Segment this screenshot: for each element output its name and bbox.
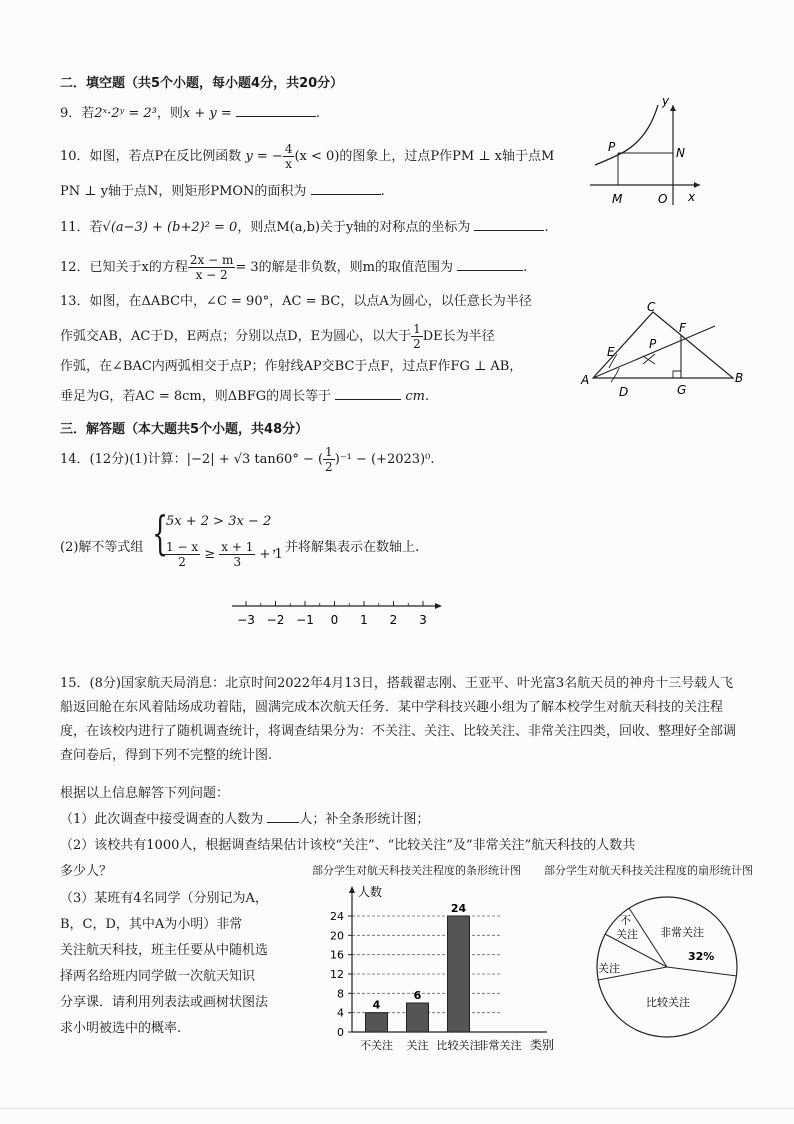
question-13-line-1: 13．如图，在ΔABC中，∠C = 90°，AC = BC，以点A为圆心，以任意长为半径 [60, 294, 532, 309]
number-line-label: 0 [330, 613, 339, 627]
bar-1 [407, 1003, 429, 1032]
bar-category-label: 比较关注 [436, 1039, 481, 1052]
q10-y-arrow [670, 105, 676, 111]
q12-end: . [523, 260, 528, 275]
pie-label-very-concerned: 非常关注 [660, 926, 704, 939]
q14-part1-label: 14．(12分)(1)计算： [60, 452, 187, 467]
q13-label-f: F [679, 321, 686, 335]
q13-line-2b: DE长为半径 [422, 329, 495, 344]
q12-fraction [188, 253, 235, 282]
q15-sub3-line-2: B，C，D，其中A为小明）非常 [60, 917, 243, 932]
q10-answer-blank[interactable] [311, 182, 381, 195]
q15-sub-2a: （2）该校共有1000人，根据调查结果估计该校“关注”、“比较关注”及“非常关注”航天科技的人数共 [60, 838, 636, 853]
number-line-arrow [435, 603, 442, 609]
pie-chart-title: 部分学生对航天科技关注程度的扇形统计图 [544, 864, 753, 877]
q15-sub-2b: 多少人？ [60, 864, 113, 879]
bar-0 [366, 1013, 388, 1032]
pie-label-concerned: 关注 [598, 962, 620, 975]
section-2-title: 二．填空题（共5个小题，每小题4分，共20分） [60, 76, 344, 91]
q13-unit: cm [405, 389, 425, 404]
q12-answer-blank[interactable] [457, 258, 523, 271]
question-11 [60, 218, 549, 238]
q10-func: y = − [245, 149, 283, 164]
bar-y-tick-label: 16 [330, 948, 344, 962]
q14-number-line [228, 598, 448, 630]
q14-ineq2-left [164, 540, 200, 569]
q13-figure [575, 298, 750, 403]
q13-label-a: A [581, 373, 590, 387]
q11-end: . [544, 220, 549, 235]
q13-half-num: 1 [413, 322, 421, 336]
q10-label-x: x [688, 190, 696, 204]
q10-text-a: 10．如图，若点P在反比例函数 [60, 149, 242, 164]
bar-y-tick-label: 20 [330, 929, 344, 943]
question-13-line-4 [60, 387, 429, 407]
question-10-line-1 [60, 142, 554, 171]
q15-sub1-text-b: 人；补全条形统计图； [299, 812, 430, 827]
q14-part2-label: (2)解不等式组 [60, 540, 144, 555]
q15-sub3-line-4: 择两名给班内同学做一次航天知识 [60, 969, 256, 984]
q10-fraction [283, 142, 295, 171]
q13-half-fraction [411, 322, 423, 351]
q14-part1-expr: |−2| + √3 tan60° − ( [186, 452, 324, 467]
q15-intro: 根据以上信息解答下列问题： [60, 786, 230, 801]
q14-ineq2-lden: 2 [178, 555, 186, 569]
q11-answer-blank[interactable] [474, 218, 544, 231]
section-3-title: 三．解答题（本大题共5个小题，共48分） [60, 422, 309, 437]
q13-label-d: D [619, 385, 629, 399]
q14-ineq2-tail: + 1 [259, 547, 283, 562]
q13-label-g: G [677, 383, 687, 397]
q14-half-den: 2 [325, 460, 333, 474]
q11-text-b: ，则点M(a,b)关于y轴的对称点的坐标为 [237, 220, 471, 235]
bar-y-tick-label: 4 [337, 1006, 344, 1020]
q14-inequality-1: 5x + 2 > 3x − 2 [166, 514, 272, 529]
q11-text-a: 11．若 [60, 220, 103, 235]
q12-frac-num: 2x − m [189, 253, 234, 267]
bar-chart-title: 部分学生对航天科技关注程度的条形统计图 [312, 864, 521, 877]
q9-text-b: ，则 [156, 106, 183, 121]
number-line-label: 2 [389, 613, 398, 627]
number-line-label: −2 [266, 613, 285, 627]
question-9 [60, 104, 320, 124]
q9-text-a: 9．若 [60, 106, 95, 121]
q13-label-p: P [649, 337, 657, 351]
q14-half-num: 1 [325, 445, 333, 459]
q13-label-c: C [647, 300, 656, 314]
question-14-part-1 [60, 445, 434, 474]
q10-label-m: M [612, 192, 623, 206]
q14-ineq2-rnum: x + 1 [221, 540, 254, 554]
bar-value-label: 6 [413, 989, 422, 1002]
question-13-line-2 [60, 322, 495, 351]
pie-label-not-concerned-1: 不 [620, 914, 631, 927]
number-line-label: 1 [360, 613, 368, 627]
q13-line-4a: 垂足为G，若AC = 8cm，则ΔBFG的周长等于 [60, 389, 332, 404]
q10-x-arrow [694, 182, 700, 188]
q13-label-e: E [607, 345, 615, 359]
q10-end: . [380, 184, 385, 199]
pie-divider-4 [667, 967, 737, 976]
number-line-label: 3 [419, 613, 427, 627]
bar-value-label: 4 [372, 998, 381, 1012]
page-bottom-divider [0, 1108, 794, 1109]
q15-sub1-text-a: （1）此次调查中接受调查的人数为 [60, 812, 264, 827]
q15-sub1-blank[interactable] [267, 810, 299, 823]
q12-frac-den: x − 2 [195, 268, 228, 282]
q10-figure [580, 95, 710, 210]
q15-sub3-line-5: 分享课．请利用列表法或画树状图法 [60, 995, 269, 1010]
q14-ineq2-mid: ≥ [204, 547, 216, 562]
q9-expression: 2ˣ·2ʸ = 2³ [94, 106, 157, 121]
bar-value-label: 24 [450, 902, 467, 915]
pie-chart [592, 892, 742, 1042]
q10-label-y: y [662, 95, 670, 108]
q11-expression: √(a−3) + (b+2)² = 0 [102, 220, 238, 235]
q12-text-b: = 3的解是非负数，则m的取值范围为 [235, 260, 453, 275]
q14-brace: { [152, 506, 169, 560]
bar-y-tick-label: 8 [337, 987, 344, 1001]
pie-annotation-32: 32% [688, 950, 715, 963]
q9-answer-blank[interactable] [236, 104, 316, 117]
bar-category-label: 关注 [406, 1039, 429, 1052]
q10-label-o: O [658, 192, 668, 206]
q15-sub3-line-1: （3）某班有4名同学（分别记为A， [60, 891, 268, 906]
q13-end: . [425, 389, 430, 404]
q12-text-a: 12．已知关于x的方程 [60, 260, 188, 275]
bar-y-tick-label: 0 [337, 1026, 344, 1039]
q13-half-den: 2 [413, 337, 421, 351]
number-line-label: −3 [237, 613, 255, 627]
q14-half-fraction [323, 445, 335, 474]
bar-x-label: 类别 [530, 1038, 555, 1052]
q14-ineq2-lnum: 1 − x [166, 540, 199, 554]
bar-category-label: 不关注 [360, 1039, 393, 1052]
number-line-label: −1 [296, 613, 314, 627]
bar-category-label: 非常关注 [477, 1039, 522, 1052]
q15-sub3-line-3: 关注航天科技，班主任要从中随机选 [60, 943, 269, 958]
question-13-line-3: 作弧，在∠BAC内两弧相交于点P；作射线AP交BC于点F，过点F作FG ⊥ AB， [60, 359, 523, 374]
q14-inequality-2 [164, 540, 283, 569]
q15-sub3-line-6: 求小明被选中的概率. [60, 1021, 182, 1036]
pie-label-fairly-concerned: 比较关注 [646, 996, 690, 1009]
q14-part1-expr-b: )⁻¹ − (+2023)⁰. [334, 452, 435, 467]
q10-frac-num: 4 [284, 142, 293, 156]
bar-y-arrow [349, 886, 355, 893]
q10-text-b: (x < 0)的图象上，过点P作PM ⊥ x轴于点M [294, 149, 555, 164]
q14-ineq2-rden: 3 [233, 555, 242, 569]
q13-line-2a: 作弧交AB，AC于D，E两点；分别以点D，E为圆心，以大于 [60, 329, 412, 344]
bar-chart [312, 880, 567, 1055]
bar-y-label: 人数 [358, 885, 383, 899]
q14-ineq2-right [219, 540, 255, 569]
q9-end: . [315, 106, 320, 121]
q15-sub-1 [60, 808, 429, 827]
q13-right-angle-mark [673, 371, 681, 378]
q10-label-n: N [676, 146, 685, 160]
q10-hyperbola-curve [595, 105, 658, 165]
question-12 [60, 253, 527, 282]
bar-y-tick-label: 24 [330, 910, 344, 923]
question-10-line-2 [60, 182, 385, 202]
q10-label-p: P [608, 140, 616, 154]
q10-frac-den: x [285, 157, 293, 171]
q13-answer-blank[interactable] [335, 387, 401, 400]
q15-sub-3 [60, 886, 268, 1042]
q10-line-2-text: PN ⊥ y轴于点N，则矩形PMON的面积为 [60, 184, 307, 199]
bar-y-tick-label: 12 [330, 968, 344, 981]
pie-label-not-concerned: 关注 [616, 928, 638, 941]
q14-part2-instruction: ，并将解集表示在数轴上. [272, 540, 420, 555]
bar-2 [448, 916, 470, 1032]
question-15-paragraph: 15．(8分)国家航天局消息：北京时间2022年4月13日，搭载翟志刚、王亚平、叶光富3名航天员的神舟十三号载人飞船返回舱在东风着陆场成功着陆，圆满完成本次航天任务．某中学科技兴趣小组为了解本校学生对航天科技的关注程度，在该校内进行了随机调查统计，将调查结果分为：不关注、关注、比较关注、非常关注四类，回收、整理好全部调查问卷后，得到下列不完整的统计图. [60, 676, 737, 763]
q9-variable: x + y = [182, 106, 232, 121]
q13-label-b: B [735, 371, 744, 385]
